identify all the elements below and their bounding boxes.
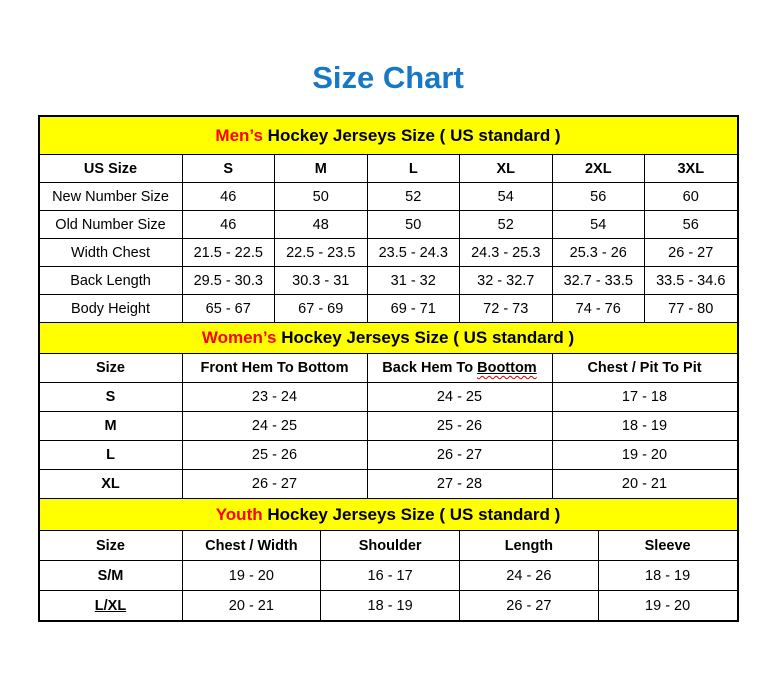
table-header-cell: Length <box>460 531 598 560</box>
table-header-cell: Shoulder <box>321 531 459 560</box>
womens-section-banner <box>40 323 737 353</box>
table-cell: 26 - 27 <box>460 591 598 620</box>
table-header-cell: Front Hem To Bottom <box>183 354 367 382</box>
table-cell: 25 - 26 <box>183 441 367 469</box>
table-cell: 26 - 27 <box>368 441 552 469</box>
mens-section-banner <box>40 117 737 154</box>
table-cell: 19 - 20 <box>553 441 737 469</box>
table-header-cell: L <box>368 155 460 182</box>
row-label-underline: L/XL <box>94 597 127 614</box>
table-cell: 54 <box>553 211 645 238</box>
mens-size-grid <box>40 155 737 322</box>
table-cell: 32 - 32.7 <box>460 267 552 294</box>
table-cell: 16 - 17 <box>321 561 459 590</box>
table-cell: 19 - 20 <box>183 561 321 590</box>
table-cell: 27 - 28 <box>368 470 552 498</box>
table-cell: 25.3 - 26 <box>553 239 645 266</box>
womens-size-grid <box>40 354 737 498</box>
table-cell: 50 <box>275 183 367 210</box>
table-cell: 29.5 - 30.3 <box>183 267 275 294</box>
table-cell: 22.5 - 23.5 <box>275 239 367 266</box>
table-cell: 18 - 19 <box>599 561 737 590</box>
spellcheck-squiggle: Boottom <box>477 360 537 376</box>
table-cell: 24 - 25 <box>183 412 367 440</box>
table-cell: 18 - 19 <box>321 591 459 620</box>
row-label-cell: L <box>40 441 182 469</box>
table-cell: 67 - 69 <box>275 295 367 322</box>
youth-size-grid <box>40 531 737 620</box>
table-cell: 33.5 - 34.6 <box>645 267 737 294</box>
row-label-cell: Body Height <box>40 295 182 322</box>
table-cell: 77 - 80 <box>645 295 737 322</box>
table-cell: 50 <box>368 211 460 238</box>
size-chart-table <box>38 115 739 622</box>
table-header-cell: Sleeve <box>599 531 737 560</box>
table-cell: 26 - 27 <box>183 470 367 498</box>
table-cell: 26 - 27 <box>645 239 737 266</box>
youth-banner-rest: Hockey Jerseys Size ( US standard ) <box>262 504 561 524</box>
table-cell: 32.7 - 33.5 <box>553 267 645 294</box>
table-cell: 56 <box>553 183 645 210</box>
table-cell: 60 <box>645 183 737 210</box>
table-cell: 20 - 21 <box>553 470 737 498</box>
mens-banner-highlight: Men’s <box>215 125 263 145</box>
table-header-cell: Chest / Width <box>183 531 321 560</box>
mens-banner-rest: Hockey Jerseys Size ( US standard ) <box>262 125 561 145</box>
table-cell: 46 <box>183 183 275 210</box>
row-label-cell: Back Length <box>40 267 182 294</box>
table-cell: 69 - 71 <box>368 295 460 322</box>
row-label-cell: S/M <box>40 561 182 590</box>
row-label-cell: S <box>40 383 182 411</box>
table-cell: 24 - 25 <box>368 383 552 411</box>
table-cell: 74 - 76 <box>553 295 645 322</box>
table-cell: 23.5 - 24.3 <box>368 239 460 266</box>
table-cell: 31 - 32 <box>368 267 460 294</box>
misspelled-word-underline <box>477 360 537 376</box>
table-header-cell: S <box>183 155 275 182</box>
table-cell: 52 <box>368 183 460 210</box>
table-cell: 54 <box>460 183 552 210</box>
row-label-cell: Width Chest <box>40 239 182 266</box>
table-header-cell: 2XL <box>553 155 645 182</box>
youth-banner-highlight: Youth <box>215 504 263 524</box>
row-label-cell: Old Number Size <box>40 211 182 238</box>
table-cell: 46 <box>183 211 275 238</box>
table-cell: 24.3 - 25.3 <box>460 239 552 266</box>
table-cell: 23 - 24 <box>183 383 367 411</box>
table-cell: 17 - 18 <box>553 383 737 411</box>
youth-section-banner <box>40 499 737 530</box>
table-header-cell: XL <box>460 155 552 182</box>
table-cell: 72 - 73 <box>460 295 552 322</box>
table-header-cell: 3XL <box>645 155 737 182</box>
row-label-cell-underlined <box>40 591 182 620</box>
table-cell: 25 - 26 <box>368 412 552 440</box>
table-cell: 24 - 26 <box>460 561 598 590</box>
table-cell: 56 <box>645 211 737 238</box>
womens-banner-highlight: Women’s <box>201 328 277 347</box>
row-label-cell: New Number Size <box>40 183 182 210</box>
table-cell: 21.5 - 22.5 <box>183 239 275 266</box>
row-label-cell: XL <box>40 470 182 498</box>
table-header-cell: Size <box>40 354 182 382</box>
womens-banner-rest: Hockey Jerseys Size ( US standard ) <box>276 328 575 347</box>
table-header-cell: M <box>275 155 367 182</box>
table-cell: 65 - 67 <box>183 295 275 322</box>
row-label-cell: M <box>40 412 182 440</box>
table-cell: 52 <box>460 211 552 238</box>
page-title: Size Chart <box>312 60 464 95</box>
table-header-cell: Chest / Pit To Pit <box>553 354 737 382</box>
table-cell: 20 - 21 <box>183 591 321 620</box>
table-cell: 48 <box>275 211 367 238</box>
table-cell: 18 - 19 <box>553 412 737 440</box>
table-header-cell-back-hem <box>368 354 552 382</box>
table-header-cell: US Size <box>40 155 182 182</box>
table-cell: 30.3 - 31 <box>275 267 367 294</box>
table-header-cell: Size <box>40 531 182 560</box>
table-cell: 19 - 20 <box>599 591 737 620</box>
header-text: Back Hem To <box>382 360 478 376</box>
